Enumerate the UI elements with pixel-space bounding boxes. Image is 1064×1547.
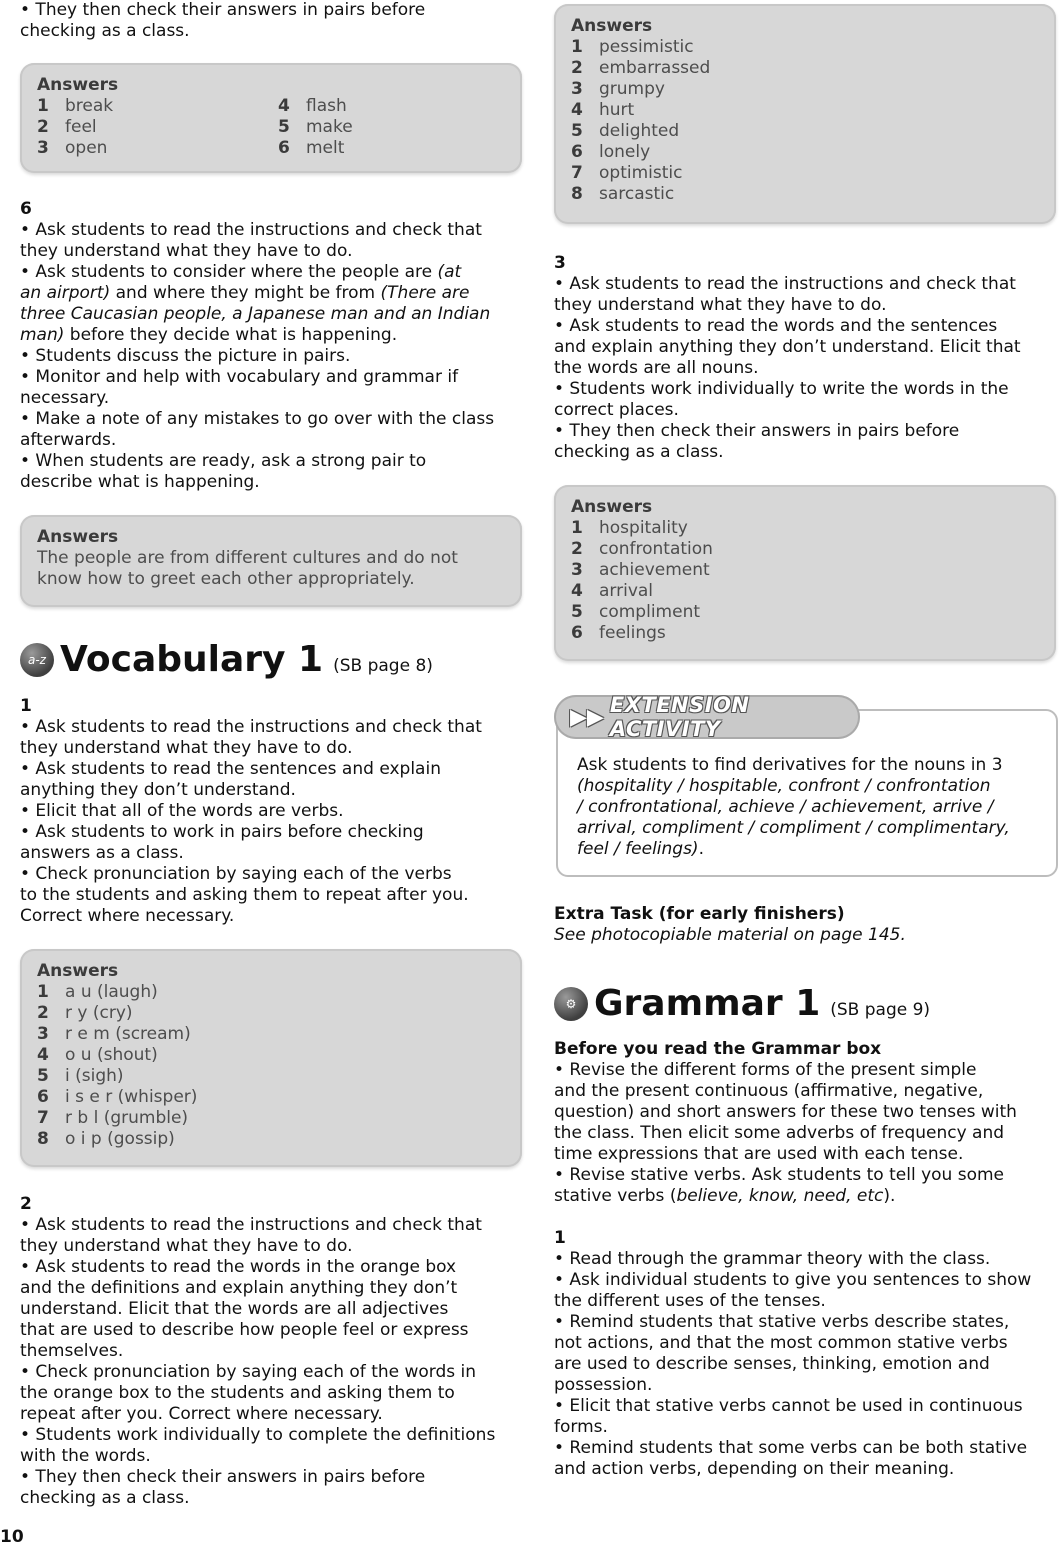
answer-text: a u (laugh) [65,982,158,1002]
answers-box-6 [20,515,522,607]
answer-number: 2 [571,539,583,559]
answer-number: 6 [37,1087,49,1107]
text-line: • Ask students to read the words in the orange box [20,1257,457,1277]
answer-number: 1 [37,982,49,1002]
answer-text: delighted [599,121,680,141]
italic-span: arrival, compliment / compliment / complimentary, [577,818,1010,838]
text-line: the words are all nouns. [554,358,759,378]
text-line: anything they don’t understand. [20,780,296,800]
text-line: checking as a class. [20,1488,190,1508]
intro-text [20,0,528,42]
exercise-number: 2 [20,1194,32,1214]
answer-number: 2 [571,58,583,78]
text-line: • They then check their answers in pairs before [20,1467,426,1487]
answer-item [37,96,278,117]
italic-span: believe, know, need, etc [676,1186,884,1206]
italic-span: See photocopiable material on page 145. [554,925,906,945]
text-line [20,304,528,325]
text-span: before they decide what is happening. [64,325,398,345]
answer-text: confrontation [599,539,713,559]
answer-text: sarcastic [599,184,675,204]
text-line [20,283,528,304]
answer-item [571,79,1040,100]
text-line [577,776,1046,797]
before-grammar-box [554,1039,1060,1207]
extension-label: EXTENSION ACTIVITY [609,693,750,741]
vocab-exercise-2 [20,1194,528,1509]
text-line: • Elicit that all of the words are verbs. [20,801,344,821]
answer-number: 1 [37,96,49,116]
text-line: • Remind students that stative verbs describe states, [554,1312,1010,1332]
text-line: • Read through the grammar theory with the class. [554,1249,991,1269]
grammar-heading [554,984,930,1024]
text-line [577,797,1046,818]
text-span: ). [883,1186,896,1206]
answer-item [278,96,478,117]
italic-span: an airport) [20,283,111,303]
answer-number: 7 [571,163,583,183]
italic-span: (hospitality / hospitable, confront / confrontation [577,776,991,796]
answer-item [571,623,1040,644]
answer-number: 7 [37,1108,49,1128]
subheading: Before you read the Grammar box [554,1039,882,1059]
italic-span: man) [20,325,65,345]
answer-text: pessimistic [599,37,694,57]
answer-item [571,184,1040,205]
text-span: . [698,839,704,859]
text-line [577,839,1046,860]
answer-item [278,117,478,138]
text-line [20,262,528,283]
text-line: time expressions that are used with each tense. [554,1144,964,1164]
answer-text: compliment [599,602,701,622]
text-line: • Ask individual students to give you sentences to show [554,1270,1032,1290]
text-line: that are used to describe how people feel or express [20,1320,469,1340]
extra-task-title: Extra Task (for early finishers) [554,904,845,924]
text-line: they understand what they have to do. [20,1236,353,1256]
text-line [554,925,1060,946]
text-line: • Ask students to read the sentences and explain [20,759,441,779]
text-line: and the present continuous (affirmative, negative, [554,1081,984,1101]
answer-item [37,1087,506,1108]
answer-number: 8 [37,1129,49,1149]
text-line: question) and short answers for these two tenses with [554,1102,1017,1122]
answer-number: 6 [571,142,583,162]
answer-text: melt [306,138,345,158]
text-line: are used to describe senses, thinking, emotion and [554,1354,990,1374]
answer-item [571,100,1040,121]
text-line: • Revise the different forms of the present simple [554,1060,977,1080]
answer-text: arrival [599,581,654,601]
answer-number: 3 [571,79,583,99]
text-line: answers as a class. [20,843,184,863]
answer-number: 3 [37,1024,49,1044]
answers-title: Answers [37,961,119,981]
answer-item [571,142,1040,163]
answers-title: Answers [571,497,653,517]
answer-text: optimistic [599,163,683,183]
text-line: and explain anything they don’t understand. Elicit that [554,337,1021,357]
text-line: afterwards. [20,430,117,450]
answer-number: 3 [571,560,583,580]
exercise-number: 1 [554,1228,566,1248]
vocabulary-heading [20,640,433,680]
answer-text: achievement [599,560,710,580]
exercise-number: 1 [20,696,32,716]
answers-grid [37,96,506,159]
text-line: • Students discuss the picture in pairs. [20,346,351,366]
answer-item [571,602,1040,623]
answer-item [571,121,1040,142]
extension-activity-tab [554,695,860,739]
italic-span: / confrontational, achieve / achievement, arrive / [577,797,994,817]
answer-item [571,37,1040,58]
text-line: • Make a note of any mistakes to go over with the class [20,409,495,429]
text-line: • Remind students that some verbs can be both stative [554,1438,1028,1458]
answer-number: 4 [571,100,583,120]
answer-text: lonely [599,142,651,162]
answer-number: 8 [571,184,583,204]
answer-number: 4 [37,1045,49,1065]
answer-text: break [65,96,114,116]
text-line: • Students work individually to write the words in the [554,379,1009,399]
answer-text: i (sigh) [65,1066,124,1086]
extension-text [577,755,1046,860]
answer-text: r b l (grumble) [65,1108,189,1128]
answer-item [37,982,506,1003]
answer-text: o u (shout) [65,1045,158,1065]
text-line: repeat after you. Correct where necessary. [20,1404,383,1424]
answers-title: Answers [37,75,119,95]
text-line: checking as a class. [20,21,190,41]
answer-number: 1 [571,37,583,57]
text-line: the different uses of the tenses. [554,1291,826,1311]
answer-item [37,1129,506,1150]
section-title: Vocabulary 1 [60,639,324,680]
answers-box-vocab-1 [20,949,522,1167]
italic-span: three Caucasian people, a Japanese man and an Indian [20,304,491,324]
answer-text: flash [306,96,347,116]
vocab-exercise-1 [20,696,528,927]
text-line: • Check pronunciation by saying each of the words in [20,1362,477,1382]
answer-text: hospitality [599,518,688,538]
answer-number: 4 [571,581,583,601]
answer-number: 2 [37,1003,49,1023]
answers-title: Answers [37,527,119,547]
text-line: • Ask students to read the instructions and check that [20,1215,482,1235]
answer-text: embarrassed [599,58,711,78]
text-line: to the students and asking them to repeat after you. [20,885,469,905]
text-line: checking as a class. [554,442,724,462]
text-line: they understand what they have to do. [20,241,353,261]
answer-text: feel [65,117,97,137]
text-line: and action verbs, depending on their meaning. [554,1459,955,1479]
answers-box-vocab-2 [554,4,1056,224]
text-line: necessary. [20,388,110,408]
answer-text: o i p (gossip) [65,1129,175,1149]
text-line: and the definitions and explain anything they don’t [20,1278,458,1298]
exercise-number: 3 [554,253,566,273]
answer-text: know how to greet each other appropriately. [37,569,415,589]
section-title: Grammar 1 [594,983,821,1024]
text-line: • They then check their answers in pairs before [20,0,426,20]
answer-item [571,518,1040,539]
text-line: forms. [554,1417,608,1437]
answers-title: Answers [571,16,653,36]
answers-box-5 [20,63,522,173]
answer-text: make [306,117,353,137]
extra-task [554,904,1060,946]
text-line: the orange box to the students and asking them to [20,1383,455,1403]
answer-number: 4 [278,96,290,116]
answer-text: The people are from different cultures and do not [37,548,458,568]
answer-item [571,581,1040,602]
answer-number: 5 [571,121,583,141]
gear-icon: ⚙ [554,987,588,1021]
answer-item [278,138,478,159]
answer-item [571,58,1040,79]
text-line [554,1186,1060,1207]
answer-item [571,539,1040,560]
exercise-6 [20,199,528,493]
text-line [577,818,1046,839]
text-line: • Ask students to read the instructions and check that [20,717,482,737]
italic-span: feel / feelings) [577,839,699,859]
answer-text: r y (cry) [65,1003,133,1023]
a-z-icon: a-z [20,643,54,677]
text-line: • When students are ready, ask a strong pair to [20,451,427,471]
text-line: with the words. [20,1446,151,1466]
answer-number: 2 [37,117,49,137]
text-line: they understand what they have to do. [554,295,887,315]
text-line: • Ask students to read the instructions and check that [20,220,482,240]
text-line: • Ask students to read the instructions and check that [554,274,1016,294]
answer-number: 3 [37,138,49,158]
answer-number: 5 [571,602,583,622]
sb-page-ref: (SB page 8) [333,656,433,676]
text-line: possession. [554,1375,653,1395]
answer-item [37,1108,506,1129]
text-line [20,325,528,346]
answer-number: 5 [278,117,290,137]
text-line: describe what is happening. [20,472,260,492]
answer-number: 5 [37,1066,49,1086]
answer-item [571,163,1040,184]
exercise-number: 6 [20,199,32,219]
grammar-exercise-1 [554,1228,1060,1480]
answer-text: hurt [599,100,635,120]
answer-item [37,117,278,138]
text-line: the class. Then elicit some adverbs of frequency and [554,1123,1005,1143]
answer-text: open [65,138,108,158]
text-line: not actions, and that the most common stative verbs [554,1333,1008,1353]
answer-number: 6 [571,623,583,643]
answer-text: grumpy [599,79,665,99]
answer-item [37,1066,506,1087]
answer-item [571,560,1040,581]
answer-number: 1 [571,518,583,538]
italic-span: (There are [380,283,470,303]
answer-item [37,138,278,159]
vocab-exercise-3 [554,253,1060,463]
answer-item [37,1003,506,1024]
italic-span: (at [437,262,462,282]
answer-text: r e m (scream) [65,1024,191,1044]
text-line: • Revise stative verbs. Ask students to tell you some [554,1165,1005,1185]
text-span: stative verbs ( [554,1186,677,1206]
text-line: themselves. [20,1341,124,1361]
text-line: they understand what they have to do. [20,738,353,758]
text-line: • They then check their answers in pairs before [554,421,960,441]
text-line: understand. Elicit that the words are all adjectives [20,1299,449,1319]
page-number: 10 [0,1527,24,1547]
answer-text: i s e r (whisper) [65,1087,198,1107]
answer-text: feelings [599,623,666,643]
text-line: Correct where necessary. [20,906,235,926]
answer-item [37,1045,506,1066]
answer-item [37,1024,506,1045]
text-line: correct places. [554,400,679,420]
text-line: • Check pronunciation by saying each of the verbs [20,864,452,884]
text-span: and where they might be from [110,283,381,303]
answers-box-vocab-3 [554,485,1056,661]
text-line: • Students work individually to complete the definitions [20,1425,496,1445]
text-line: • Monitor and help with vocabulary and grammar if [20,367,459,387]
fast-forward-icon: ▶▶ [570,704,604,730]
answer-number: 6 [278,138,290,158]
text-line: • Ask students to work in pairs before checking [20,822,424,842]
text-line: • Ask students to read the words and the sentences [554,316,998,336]
text-span: • Ask students to consider where the people are [20,262,438,282]
sb-page-ref: (SB page 9) [830,1000,931,1020]
text-line: • Elicit that stative verbs cannot be used in continuous [554,1396,1023,1416]
text-line: Ask students to find derivatives for the nouns in 3 [577,755,1003,775]
